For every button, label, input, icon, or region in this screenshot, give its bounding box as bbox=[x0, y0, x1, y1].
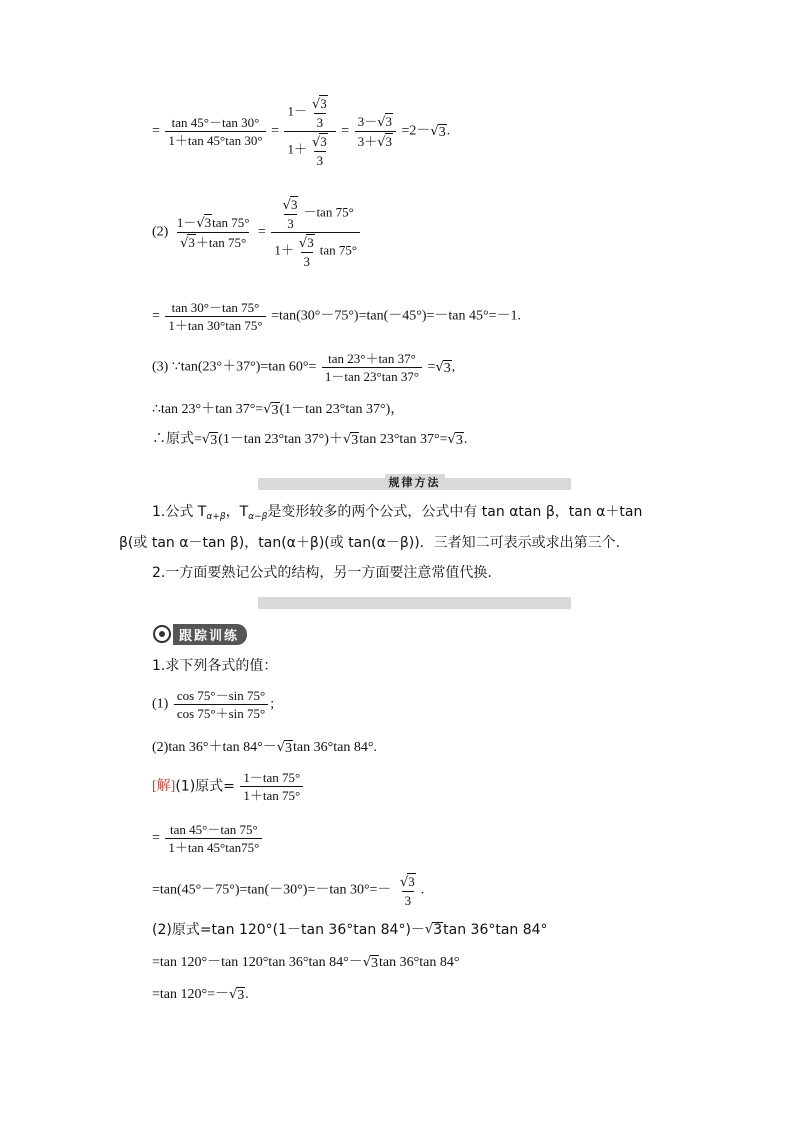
sqrt-sign: √ bbox=[312, 135, 321, 150]
compound-fraction: 1－ $\frac{√3}{3}$ 1＋ $\frac{√3}{3}$ bbox=[284, 95, 335, 168]
eq-line-1: = $\frac{\tan 45^\circ-\tan 30^\circ}{1+\tan 45^\circ\tan 30^\circ}$ = 1－ $\frac{√3}{3}$ 1＋ $\frac{√3}{3}$ = $\frac{3-√3}{3+√3}$ =2－√3. bbox=[152, 96, 451, 168]
fraction: $\frac{\tan 45^\circ-\tan 75^\circ}{1+\tan 45^\circ\tan 75^\circ}$ bbox=[165, 822, 262, 855]
fraction: $\frac{\cos 75^\circ-\sin 75^\circ}{\cos 75^\circ+\sin 75^\circ}$ bbox=[174, 688, 268, 721]
solution-5: =tan 120°－tan 120°tan 36°tan 84°－√3tan 36°tan 84° bbox=[152, 955, 460, 971]
eq-line-5: ∴tan 23°＋tan 37°=√3(1－tan 23°tan 37°)， bbox=[152, 402, 405, 418]
law-para-2: 2.一方面要熟记公式的结构，另一方面要注意常值代换. bbox=[152, 565, 492, 581]
solution-2: = $\frac{\tan 45^\circ-\tan 75^\circ}{1+\tan 45^\circ\tan 75^\circ}$ bbox=[152, 822, 264, 855]
law-para-1-cont: β(或 tan α－tan β)，tan(α＋β)(或 tan(α－β))．三者知二可表示或求出第三个. bbox=[119, 535, 621, 551]
fraction: $\frac{1-\tan 75^\circ}{1+\tan 75^\circ}$ bbox=[240, 770, 303, 803]
fraction: $\frac{\tan 45^\circ-\tan 30^\circ}{1+\tan 45^\circ\tan 30^\circ}$ bbox=[165, 115, 265, 148]
sqrt-sign: √ bbox=[312, 97, 321, 112]
fraction: $\frac{\tan 30^\circ-\tan 75^\circ}{1+\tan 30^\circ\tan 75^\circ}$ bbox=[165, 300, 265, 333]
fraction: $\frac{3-√3}{3+√3}$ bbox=[355, 113, 396, 150]
compound-fraction: $\frac{√3}{3}$ －tan 75° 1＋ $\frac{√3}{3}$ tan 75° bbox=[271, 196, 360, 269]
law-para-1: 1.公式 $T_{\alpha+\beta}$，$T_{\alpha-\beta}$是变形较多的两个公式，公式中有 tan αtan β，tan α＋tan bbox=[152, 504, 643, 522]
solution-tag: [解] bbox=[152, 778, 176, 794]
training-header bbox=[153, 624, 247, 644]
target-icon bbox=[153, 625, 171, 643]
fraction: $\frac{\tan 23^\circ+\tan 37^\circ}{1-\tan 23^\circ\tan 37^\circ}$ bbox=[322, 351, 422, 384]
solution-6: =tan 120°=－√3. bbox=[152, 987, 249, 1003]
eq-line-6: ∴原式=√3(1－tan 23°tan 37°)＋√3tan 23°tan 37°=√3. bbox=[152, 432, 468, 448]
question-1: (1) $\frac{\cos 75^\circ-\sin 75^\circ}{\cos 75^\circ+\sin 75^\circ}$ ; bbox=[152, 688, 275, 721]
eq-line-4: (3) ∵tan(23°＋37°)=tan 60°= $\frac{\tan 23^\circ+\tan 37^\circ}{1-\tan 23^\circ\tan 37^\circ}$ =√3, bbox=[152, 351, 456, 384]
solution-4: (2)原式=tan 120°(1－tan 36°tan 84°)－√3tan 36°tan 84° bbox=[152, 922, 548, 938]
solution-3: =tan(45°－75°)=tan(－30°)=－tan 30°=－ $\frac{√3}{3}$ . bbox=[152, 874, 425, 908]
solution-1: [解](1)原式= $\frac{1-\tan 75^\circ}{1+\tan 75^\circ}$ bbox=[152, 770, 305, 803]
eq-line-3: = $\frac{\tan 30^\circ-\tan 75^\circ}{1+\tan 30^\circ\tan 75^\circ}$ =tan(30°－75°)=tan(－45°)=－tan 45°=－1. bbox=[152, 300, 522, 333]
law-section-title: 规律方法 bbox=[385, 474, 445, 490]
question-title: 1.求下列各式的值： bbox=[152, 658, 278, 674]
law-section-bar bbox=[258, 478, 571, 490]
fraction: $\frac{√3}{3}$ bbox=[399, 874, 415, 908]
eq-line-2: (2) $\frac{1-√3\tan 75^\circ}{√3+\tan 75^\circ}$ = $\frac{√3}{3}$ －tan 75° 1＋ $\frac{√3}{3}$ tan 75° bbox=[152, 196, 362, 269]
question-2: (2)tan 36°＋tan 84°－√3tan 36°tan 84°. bbox=[152, 740, 377, 756]
law-section-end-bar bbox=[258, 597, 571, 609]
training-title: 跟踪训练 bbox=[173, 624, 247, 645]
fraction: $\frac{1-√3\tan 75^\circ}{√3+\tan 75^\circ}$ bbox=[176, 215, 250, 251]
